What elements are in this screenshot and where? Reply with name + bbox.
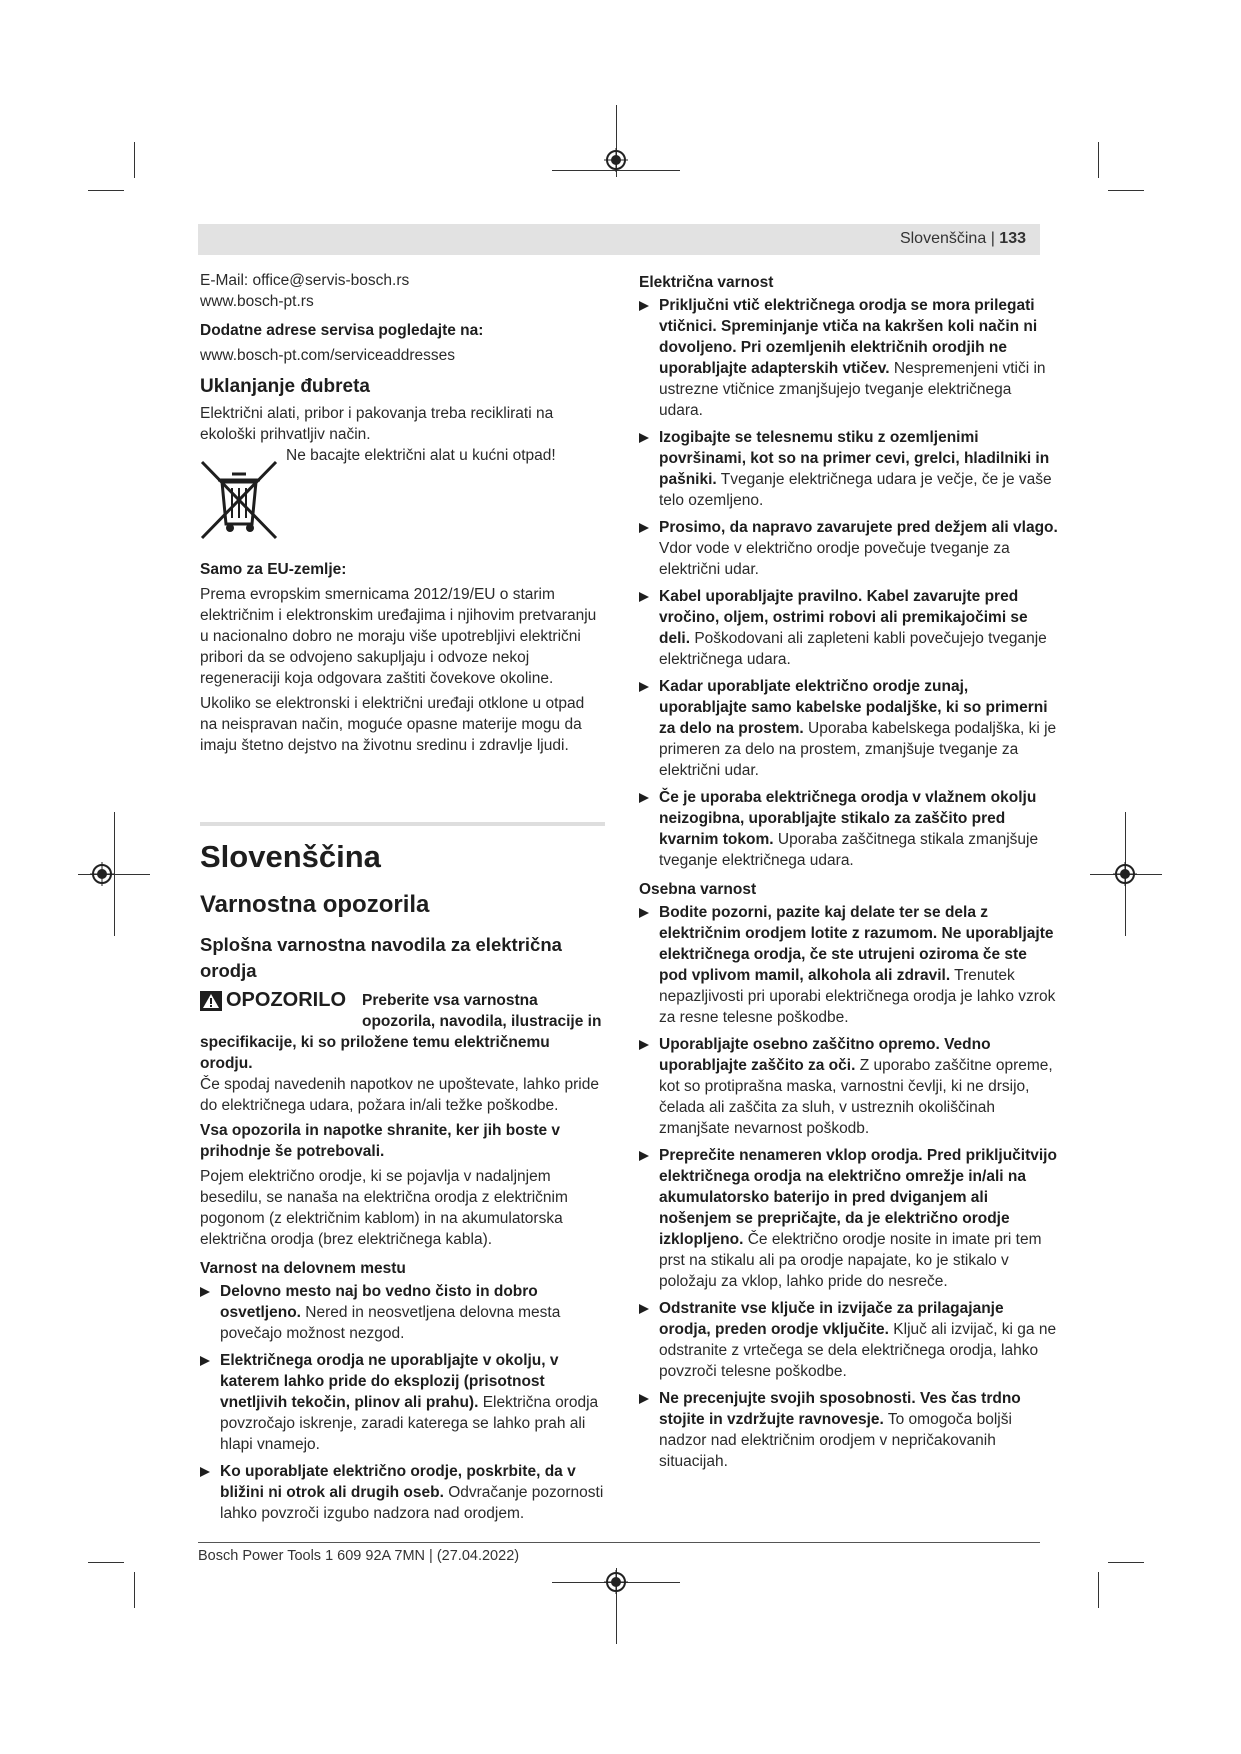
warning-bold-1: Preberite vsa varnostna opozorila, navodila, ilustracije in (362, 992, 602, 1030)
safety-heading: Varnostna opozorila (200, 891, 430, 918)
list-item (639, 427, 1059, 511)
bullet-triangle-icon (639, 682, 649, 692)
eu-heading: Samo za EU-zemlje: (200, 561, 347, 578)
list-item (639, 1298, 1059, 1382)
keep-instructions: Vsa opozorila in napotke shranite, ker jih boste v prihodnje še potrebovali. (200, 1122, 561, 1160)
bullet-text: Odvračanje pozornosti lahko povzroči izgubo nadzora nad orodjem. (220, 1484, 604, 1522)
bullet-bold: Uporabljajte osebno zaščitno opremo. Vedno uporabljajte zaščito za oči. (659, 1036, 991, 1074)
bullet-text: Nespremenjeni vtiči in ustrezne vtičnice zmanjšujejo tveganje električnega udara. (659, 360, 1046, 419)
bullet-bold: Kabel uporabljajte pravilno. Kabel zavarujte pred vročino, oljem, ostrimi robovi ali premikajočimi se deli. (659, 588, 1028, 647)
crop-mark (88, 1562, 124, 1563)
list-item (200, 1350, 605, 1455)
eu-text: Prema evropskim smernicama 2012/19/EU o starim električnim i elektronskim uređajima i njihovim pretvaranju u nacionalno dobro ne moraju više upotrebljivi električni pribori da se odvojeno sakupljaju i odvoze nekoj regeneraciji koja odgovara zaštiti čovekove okoline. (200, 586, 597, 687)
page-footer: Bosch Power Tools 1 609 92A 7MN | (27.04.2022) (198, 1548, 520, 1564)
list-item (200, 1461, 605, 1524)
list-item (639, 1388, 1059, 1472)
bullet-triangle-icon (639, 301, 649, 311)
bullet-triangle-icon (639, 908, 649, 918)
bullet-bold: Bodite pozorni, pazite kaj delate ter se dela z električnim orodjem lotite z razumom. Ne uporabljajte električnega orodja, če ste utrujeni oziroma če ste pod vplivom mamil, alkohola ali zdravil. (659, 904, 1054, 984)
crop-mark (1108, 190, 1144, 191)
header-text (900, 230, 1026, 248)
bullet-text: Uporaba kabelskega podaljška, ki je primeren za delo na prostem, zmanjšuje tveganje za električni udar. (659, 720, 1057, 779)
crop-mark (88, 190, 124, 191)
page-header (198, 224, 1040, 255)
warning-badge (200, 990, 346, 1011)
bullet-text: Trenutek nepazljivosti pri uporabi električnega orodja je lahko vzrok za resne telesne poškodbe. (659, 967, 1056, 1026)
list-item (639, 902, 1059, 1028)
disposal-text: Električni alati, pribor i pakovanja treba reciklirati na ekološki prihvatljiv način. (200, 405, 554, 443)
crop-mark (134, 142, 135, 178)
bullet-bold: Električnega orodja ne uporabljajte v okolju, v katerem lahko pride do eksplozij (prisotnost vnetljivih tekočin, plinov ali prahu). (220, 1352, 559, 1411)
list-item (639, 1034, 1059, 1139)
registration-mark-icon (604, 1570, 628, 1594)
bullet-text: Vdor vode v električno orodje povečuje tveganje za električni udar. (659, 540, 1010, 578)
warning-bold-2: specifikacije, ki so priložene temu električnemu orodju. (200, 1034, 550, 1072)
email-line: E-Mail: office@servis-bosch.rs (200, 272, 410, 289)
general-heading: Splošna varnostna navodila za električna orodja (200, 934, 562, 981)
disposal-warning: Ne bacajte električni alat u kućni otpad! (286, 447, 556, 464)
bullet-text: Električna orodja povzročajo iskrenje, zaradi katerega se lahko prah ali hlapi vnamejo. (220, 1394, 599, 1453)
warning-label: OPOZORILO (226, 989, 346, 1011)
list-item (639, 517, 1059, 580)
bullet-triangle-icon (639, 1394, 649, 1404)
bullet-bold: Delovno mesto naj bo vedno čisto in dobro osvetljeno. (220, 1283, 538, 1321)
right-column (639, 272, 1059, 1478)
electrical-heading: Električna varnost (639, 274, 774, 291)
bullet-text: Nered in neosvetljena delovna mesta povečajo možnost nezgod. (220, 1304, 561, 1342)
bullet-triangle-icon (639, 1151, 649, 1161)
personal-heading: Osebna varnost (639, 881, 757, 898)
bullet-triangle-icon (200, 1356, 210, 1366)
crop-mark (1098, 142, 1099, 178)
bullet-bold: Priključni vtič električnega orodja se mora prilegati vtičnici. Spreminjanje vtiča na kakršen koli način ni dovoljeno. Pri ozemljenih električnih orodjih ne uporabljajte adapterskih vtičev. (659, 297, 1038, 377)
eu-text-2: Ukoliko se elektronski i električni uređaji otklone u otpad na neispravan način, moguće opasne materije mogu da imaju štetno dejstvo na životnu sredinu i zdravlje ljudi. (200, 695, 585, 754)
warning-row (200, 990, 605, 1032)
bullet-text: Ključ ali izvijač, ki ga ne odstranite z vrtečega se dela električnega orodja, lahko povzroči telesne poškodbe. (659, 1321, 1057, 1380)
warning-triangle-icon (200, 991, 222, 1011)
warning-text: Če spodaj navedenih napotkov ne upoštevate, lahko pride do električnega udara, požara in/ali težke poškodbe. (200, 1076, 599, 1114)
bullet-bold: Ko uporabljate električno orodje, poskrbite, da v bližini ni otrok ali drugih oseb. (220, 1463, 576, 1501)
bullet-bold: Kadar uporabljate električno orodje zunaj, uporabljajte samo kabelske podaljške, ki so primerni za delo na prostem. (659, 678, 1048, 737)
bullet-bold: Preprečite nenameren vklop orodja. Pred priključitvijo električnega orodja na električno omrežje in/ali na akumulatorsko baterijo in pred dviganjem ali nošenjem se prepričajte, da je električno orodje izklopljeno. (659, 1147, 1057, 1248)
bullet-bold: Če je uporaba električnega orodja v vlažnem okolju neizogibna, uporabljajte stikalo za zaščito pred kvarnim tokom. (659, 789, 1037, 848)
list-item (639, 676, 1059, 781)
bullet-triangle-icon (200, 1467, 210, 1477)
bullet-bold: Prosimo, da napravo zavarujete pred dežjem ali vlago. (659, 519, 1058, 536)
bullet-triangle-icon (639, 793, 649, 803)
list-item (639, 787, 1059, 871)
crossed-out-bin-icon (198, 458, 280, 542)
list-item (200, 1281, 605, 1344)
crop-mark (78, 874, 150, 875)
bullet-text: Poškodovani ali zapleteni kabli povečujejo tveganje električnega udara. (659, 630, 1047, 668)
bullet-text: Z uporabo zaščitne opreme, kot so protiprašna maska, varnostni čevlji, ki ne drsijo, čelada ali zaščita za sluh, v ustreznih okoliščinah zmanjšate nevarnost poškodb. (659, 1057, 1053, 1137)
bullet-bold: Ne precenjujte svojih sposobnosti. Ves čas trdno stojite in vzdržujte ravnovesje. (659, 1390, 1021, 1428)
registration-mark-icon (90, 862, 114, 886)
bullet-triangle-icon (639, 592, 649, 602)
web-line: www.bosch-pt.rs (200, 293, 314, 310)
list-item (639, 586, 1059, 670)
list-item (639, 1145, 1059, 1292)
section-divider (200, 822, 605, 826)
crop-mark (134, 1572, 135, 1608)
bullet-triangle-icon (639, 433, 649, 443)
registration-mark-icon (1113, 862, 1137, 886)
bullet-triangle-icon (639, 523, 649, 533)
term-text: Pojem električno orodje, ki se pojavlja v nadaljnjem besedilu, se nanaša na električna orodja z električnim pogonom (z električnim kablom) in na akumulatorska električna orodja (brez električnega kabla). (200, 1168, 568, 1248)
bullet-bold: Odstranite vse ključe in izvijače za prilagajanje orodja, preden orodje vključite. (659, 1300, 1004, 1338)
more-addresses-url: www.bosch-pt.com/serviceaddresses (200, 347, 455, 364)
bullet-text: To omogoča boljši nadzor nad električnim orodjem v nepričakovanih situacijah. (659, 1411, 1012, 1470)
workplace-heading: Varnost na delovnem mestu (200, 1260, 406, 1277)
bullet-text: Uporaba zaščitnega stikala zmanjšuje tveganje električnega udara. (659, 831, 1039, 869)
list-item (639, 295, 1059, 421)
bullet-text: Tveganje električnega udara je večje, če je vaše telo ozemljeno. (659, 471, 1052, 509)
bullet-triangle-icon (200, 1287, 210, 1297)
crop-mark (1098, 1572, 1099, 1608)
header-separator: | (990, 230, 995, 247)
more-addresses-label: Dodatne adrese servisa pogledajte na: (200, 322, 484, 339)
bullet-triangle-icon (639, 1040, 649, 1050)
language-heading: Slovenščina (200, 839, 381, 874)
bullet-bold: Izogibajte se telesnemu stiku z ozemljenimi površinami, kot so na primer cevi, grelci, hladilniki in pašniki. (659, 429, 1050, 488)
page-number: 133 (999, 230, 1026, 247)
crop-mark (1108, 1562, 1144, 1563)
registration-mark-icon (604, 148, 628, 172)
header-section: Slovenščina (899, 230, 987, 247)
bullet-triangle-icon (639, 1304, 649, 1314)
disposal-heading: Uklanjanje đubreta (200, 376, 370, 397)
footer-rule (198, 1542, 1040, 1543)
bullet-text: Če električno orodje nosite in imate pri tem prst na stikalu ali pa orodje napajate, ko je stikalo v položaju za vklop, lahko pride do nesreče. (659, 1231, 1042, 1290)
